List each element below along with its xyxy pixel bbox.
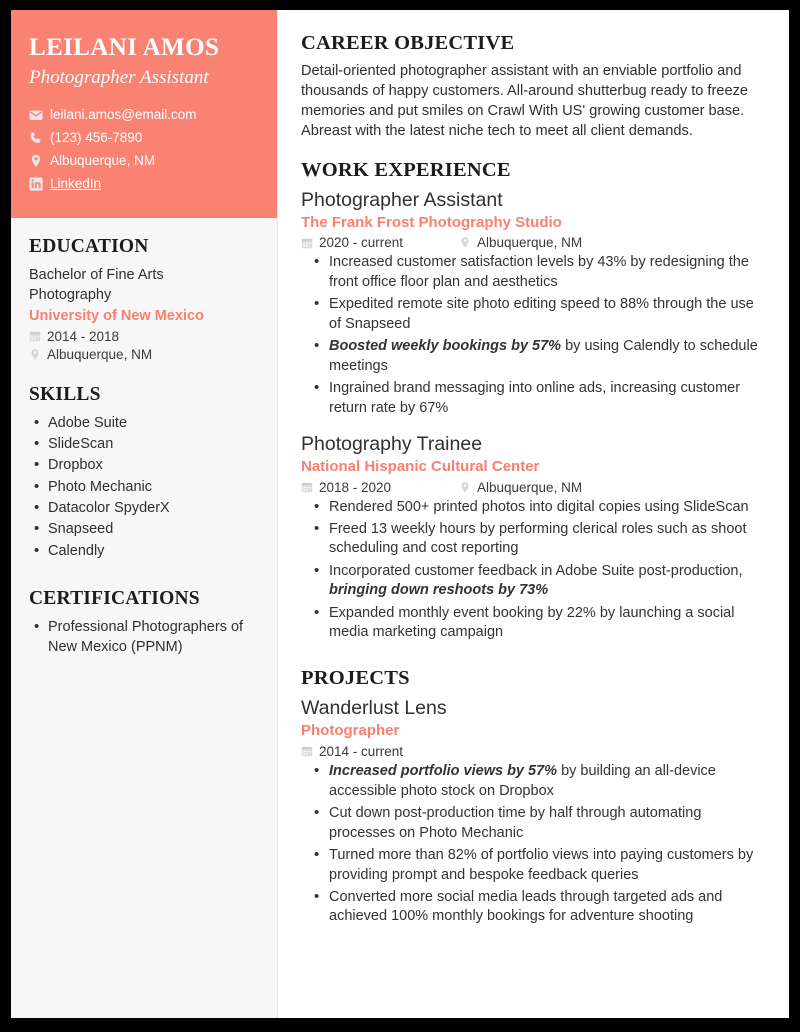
work-entry-location-text: Albuquerque, NM: [477, 235, 583, 251]
project-entry-meta: [301, 744, 769, 759]
sidebar: [11, 10, 278, 1018]
section-career-objective: [301, 32, 769, 142]
linkedin-icon: [29, 177, 43, 191]
projects-heading: PROJECTS: [301, 667, 410, 690]
list-item: • Expedited remote site photo editing speed to 88% through the use of Snapseed: [301, 295, 769, 334]
contact-phone[interactable]: [29, 129, 259, 147]
project-entry-dates: [301, 744, 459, 759]
location-pin-icon: [459, 481, 471, 494]
calendar-icon: [301, 745, 313, 758]
education-dates: [29, 329, 259, 344]
certifications-heading: CERTIFICATIONS: [29, 587, 200, 609]
candidate-name: LEILANI AMOS: [29, 34, 220, 61]
list-item: • Expanded monthly event booking by 22% by launching a social media marketing campaign: [301, 604, 769, 643]
work-experience-heading: WORK EXPERIENCE: [301, 158, 511, 181]
skills-heading: SKILLS: [29, 383, 101, 405]
location-pin-icon: [29, 348, 41, 361]
phone-icon: [29, 131, 43, 145]
list-item: • Ingrained brand messaging into online ads, increasing customer return rate by 67%: [301, 379, 769, 418]
project-entry-role: Photographer: [301, 722, 400, 740]
career-objective-heading: CAREER OBJECTIVE: [301, 32, 515, 54]
section-work-experience: [301, 159, 769, 644]
list-item: • Cut down post-production time by half through automating processes on Photo Mechanic: [301, 804, 769, 843]
work-entry: [301, 432, 769, 643]
calendar-icon: [301, 236, 313, 249]
work-entry-organization: National Hispanic Cultural Center: [301, 458, 540, 475]
location-pin-icon: [29, 154, 43, 168]
list-item: • Turned more than 82% of portfolio views into paying customers by providing prompt and bespoke feedback queries: [301, 846, 769, 885]
work-entry-title: Photography Trainee: [301, 432, 483, 455]
list-item: • Rendered 500+ printed photos into digital copies using SlideScan: [301, 498, 769, 518]
contact-email[interactable]: [29, 106, 259, 124]
header-block: [11, 10, 277, 218]
envelope-icon: [29, 108, 43, 122]
list-item: • Calendly: [29, 542, 259, 562]
list-item: • Increased customer satisfaction levels by 43% by redesigning the front office floor plan and aesthetics: [301, 253, 769, 292]
section-certifications: [29, 588, 259, 658]
education-degree-line-1: Bachelor of Fine Arts: [29, 267, 164, 284]
list-item: • SlideScan: [29, 435, 259, 455]
work-entry-meta: [301, 480, 769, 495]
sidebar-body: [11, 218, 277, 657]
career-objective-text: Detail-oriented photographer assistant with an enviable portfolio and thousands of happy customers. All-around shutterbug ready to freeze memories and put smiles on Crawl With US' growing customer base. Abreast with the latest niche tech to meet all client demands.: [301, 63, 748, 140]
certifications-list: [29, 618, 259, 658]
education-heading: EDUCATION: [29, 236, 149, 258]
section-skills: [29, 384, 259, 562]
list-item: • Adobe Suite: [29, 414, 259, 434]
contact-email-text: leilani.amos@email.com: [50, 106, 197, 122]
project-entry: [301, 696, 769, 927]
work-entry-dates: [301, 235, 459, 250]
work-entry: [301, 188, 769, 419]
contact-location-text: Albuquerque, NM: [50, 152, 156, 168]
list-item: • Professional Photographers of New Mexico (PPNM): [29, 618, 259, 658]
contact-location: [29, 152, 259, 170]
resume-page: [11, 10, 789, 1018]
list-item: • Converted more social media leads through targeted ads and achieved 100% monthly bookings for adventure shooting: [301, 888, 769, 927]
project-entry-dates-text: 2014 - current: [319, 743, 404, 759]
work-entry-location: [459, 480, 582, 495]
contact-phone-text: (123) 456-7890: [50, 129, 143, 145]
section-projects: [301, 667, 769, 927]
education-degree-line-2: Photography: [29, 286, 112, 303]
education-dates-text: 2014 - 2018: [47, 328, 120, 344]
list-item: • Datacolor SpyderX: [29, 499, 259, 519]
work-entry-organization: The Frank Frost Photography Studio: [301, 213, 562, 231]
project-entry-bullets: [301, 762, 769, 927]
list-item: • Snapseed: [29, 520, 259, 540]
work-entry-bullets: [301, 498, 769, 644]
work-entry-meta: [301, 235, 769, 250]
location-pin-icon: [459, 236, 471, 249]
skills-list: [29, 414, 259, 562]
work-entry-title: Photographer Assistant: [301, 188, 503, 211]
list-item: • Boosted weekly bookings by 57% by using Calendly to schedule meetings: [301, 337, 769, 376]
education-school: University of New Mexico: [29, 307, 204, 324]
list-item: • Increased portfolio views by 57% by building an all-device accessible photo stock on Dropbox: [301, 762, 769, 801]
contact-linkedin[interactable]: [29, 175, 259, 193]
section-education: [29, 236, 259, 361]
list-item: • Photo Mechanic: [29, 478, 259, 498]
work-entry-bullets: [301, 253, 769, 418]
list-item: • Freed 13 weekly hours by performing clerical roles such as shoot scheduling and cost reporting: [301, 520, 769, 559]
contact-linkedin-text[interactable]: LinkedIn: [50, 176, 102, 192]
work-entry-location-text: Albuquerque, NM: [477, 479, 583, 495]
candidate-job-title: Photographer Assistant: [29, 66, 209, 88]
calendar-icon: [301, 481, 313, 494]
work-entry-dates: [301, 480, 459, 495]
work-entry-dates-text: 2020 - current: [319, 235, 404, 251]
list-item: • Dropbox: [29, 456, 259, 476]
work-entry-dates-text: 2018 - 2020: [319, 479, 392, 495]
list-item: • Incorporated customer feedback in Adobe Suite post-production, bringing down reshoots by 73%: [301, 562, 769, 601]
education-location-text: Albuquerque, NM: [47, 346, 153, 362]
calendar-icon: [29, 330, 41, 343]
work-entry-location: [459, 235, 582, 250]
project-entry-title: Wanderlust Lens: [301, 697, 447, 720]
main-column: [278, 10, 789, 1018]
education-location: [29, 347, 259, 362]
